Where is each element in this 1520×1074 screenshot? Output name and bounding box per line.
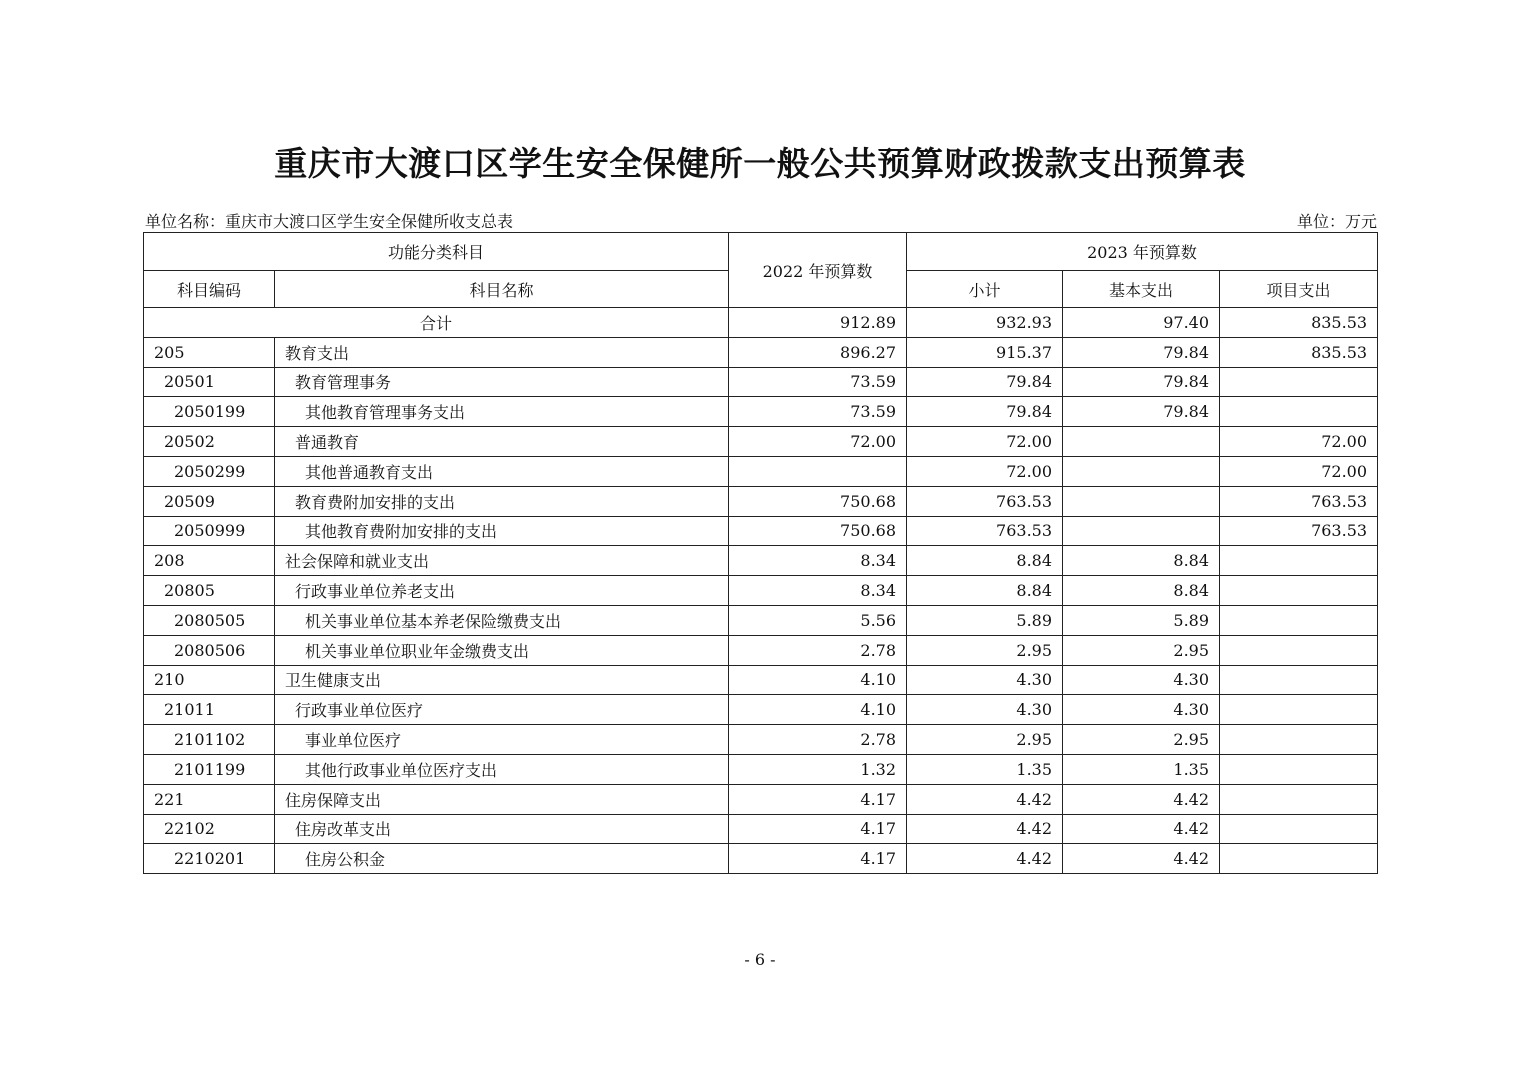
row-name: 教育费附加安排的支出 [275,486,729,516]
row-basic: 8.84 [1063,546,1220,576]
total-project: 835.53 [1220,308,1378,338]
row-code: 20509 [144,486,275,516]
row-basic: 2.95 [1063,635,1220,665]
row-subtotal: 79.84 [907,397,1063,427]
header-basic: 基本支出 [1063,271,1220,308]
table-row [144,486,1378,516]
total-basic: 97.40 [1063,308,1220,338]
row-subtotal: 79.84 [907,367,1063,397]
row-name: 教育管理事务 [275,367,729,397]
header-name: 科目名称 [275,271,729,308]
table-row [144,337,1378,367]
row-code: 20805 [144,576,275,606]
row-name: 卫生健康支出 [275,665,729,695]
row-project: 72.00 [1220,427,1378,457]
row-subtotal: 2.95 [907,635,1063,665]
row-basic: 4.30 [1063,665,1220,695]
unit-name: 单位名称：重庆市大渡口区学生安全保健所收支总表 [145,212,514,231]
row-code: 2050199 [144,397,275,427]
row-basic: 8.84 [1063,576,1220,606]
table-row [144,397,1378,427]
table-row [144,754,1378,784]
row-b2022: 5.56 [729,605,907,635]
table-meta [145,209,1377,233]
table-row [144,576,1378,606]
row-subtotal: 4.30 [907,695,1063,725]
row-b2022: 73.59 [729,367,907,397]
row-b2022 [729,456,907,486]
row-basic: 79.84 [1063,367,1220,397]
row-name: 普通教育 [275,427,729,457]
row-subtotal: 8.84 [907,546,1063,576]
row-b2022: 72.00 [729,427,907,457]
row-code: 2210201 [144,844,275,874]
row-basic: 4.42 [1063,784,1220,814]
row-project [1220,605,1378,635]
table-row [144,635,1378,665]
row-b2022: 4.10 [729,665,907,695]
header-project: 项目支出 [1220,271,1378,308]
row-b2022: 896.27 [729,337,907,367]
row-basic [1063,427,1220,457]
row-name: 机关事业单位基本养老保险缴费支出 [275,605,729,635]
row-name: 事业单位医疗 [275,725,729,755]
row-basic: 5.89 [1063,605,1220,635]
row-code: 2101199 [144,754,275,784]
row-project: 763.53 [1220,486,1378,516]
row-project [1220,754,1378,784]
table-row [144,784,1378,814]
row-name: 其他普通教育支出 [275,456,729,486]
table-row [144,516,1378,546]
row-subtotal: 4.42 [907,784,1063,814]
header-code: 科目编码 [144,271,275,308]
table-row [144,725,1378,755]
row-subtotal: 2.95 [907,725,1063,755]
header-budget-2022: 2022 年预算数 [729,233,907,308]
row-b2022: 8.34 [729,546,907,576]
row-b2022: 4.17 [729,844,907,874]
row-code: 205 [144,337,275,367]
header-functional-category: 功能分类科目 [144,233,729,271]
row-subtotal: 4.30 [907,665,1063,695]
row-project: 763.53 [1220,516,1378,546]
row-project [1220,784,1378,814]
row-project [1220,546,1378,576]
row-subtotal: 72.00 [907,427,1063,457]
row-name: 行政事业单位养老支出 [275,576,729,606]
row-project [1220,844,1378,874]
total-label: 合计 [144,308,729,338]
row-subtotal: 1.35 [907,754,1063,784]
row-basic: 2.95 [1063,725,1220,755]
row-subtotal: 8.84 [907,576,1063,606]
row-project [1220,665,1378,695]
table-row [144,546,1378,576]
row-subtotal: 5.89 [907,605,1063,635]
row-basic [1063,456,1220,486]
row-subtotal: 72.00 [907,456,1063,486]
row-b2022: 2.78 [729,635,907,665]
row-subtotal: 4.42 [907,844,1063,874]
row-b2022: 2.78 [729,725,907,755]
table-row [144,605,1378,635]
row-project [1220,635,1378,665]
row-project [1220,397,1378,427]
row-subtotal: 915.37 [907,337,1063,367]
budget-table [143,232,1378,874]
row-name: 教育支出 [275,337,729,367]
row-b2022: 750.68 [729,516,907,546]
row-name: 其他教育管理事务支出 [275,397,729,427]
table-row [144,456,1378,486]
row-name: 住房保障支出 [275,784,729,814]
row-code: 2050299 [144,456,275,486]
row-project [1220,814,1378,844]
unit-label: 单位：万元 [1296,212,1377,231]
row-name: 机关事业单位职业年金缴费支出 [275,635,729,665]
row-subtotal: 763.53 [907,516,1063,546]
row-code: 21011 [144,695,275,725]
page-number: - 6 - [744,950,776,969]
table-row [144,695,1378,725]
row-basic: 4.42 [1063,844,1220,874]
header-budget-2023: 2023 年预算数 [907,233,1378,271]
row-name: 其他行政事业单位医疗支出 [275,754,729,784]
row-project [1220,576,1378,606]
row-project: 835.53 [1220,337,1378,367]
row-basic [1063,516,1220,546]
row-basic: 79.84 [1063,397,1220,427]
row-subtotal: 763.53 [907,486,1063,516]
header-row-1 [144,233,1378,271]
table-row [144,665,1378,695]
row-b2022: 4.17 [729,814,907,844]
row-project [1220,695,1378,725]
row-basic: 1.35 [1063,754,1220,784]
row-b2022: 4.17 [729,784,907,814]
row-basic [1063,486,1220,516]
row-project [1220,725,1378,755]
row-basic: 79.84 [1063,337,1220,367]
row-code: 2101102 [144,725,275,755]
page-title: 重庆市大渡口区学生安全保健所一般公共预算财政拨款支出预算表 [274,144,1246,183]
row-b2022: 1.32 [729,754,907,784]
row-subtotal: 4.42 [907,814,1063,844]
row-code: 20502 [144,427,275,457]
table-row [144,844,1378,874]
row-project: 72.00 [1220,456,1378,486]
table-row [144,367,1378,397]
row-b2022: 750.68 [729,486,907,516]
row-b2022: 8.34 [729,576,907,606]
row-name: 住房改革支出 [275,814,729,844]
total-row [144,308,1378,338]
row-code: 208 [144,546,275,576]
header-subtotal: 小计 [907,271,1063,308]
row-name: 住房公积金 [275,844,729,874]
row-name: 社会保障和就业支出 [275,546,729,576]
row-name: 行政事业单位医疗 [275,695,729,725]
row-b2022: 4.10 [729,695,907,725]
row-basic: 4.42 [1063,814,1220,844]
row-code: 2050999 [144,516,275,546]
row-basic: 4.30 [1063,695,1220,725]
table-row [144,427,1378,457]
table-row [144,814,1378,844]
row-project [1220,367,1378,397]
row-b2022: 73.59 [729,397,907,427]
row-code: 210 [144,665,275,695]
total-b2022: 912.89 [729,308,907,338]
row-code: 2080506 [144,635,275,665]
row-code: 20501 [144,367,275,397]
row-code: 221 [144,784,275,814]
total-subtotal: 932.93 [907,308,1063,338]
row-code: 22102 [144,814,275,844]
row-name: 其他教育费附加安排的支出 [275,516,729,546]
row-code: 2080505 [144,605,275,635]
